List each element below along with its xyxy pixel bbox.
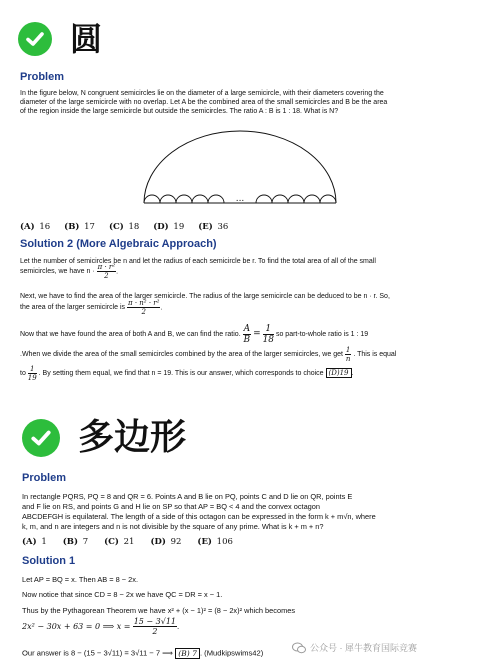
- figure-ellipsis: ...: [235, 194, 245, 204]
- solution-line: Let the number of semicircles be n and let the radius of each semicircle be r. To find the total area of all of the small: [20, 258, 376, 265]
- solution-line: the area of the larger semicircle is $\frac{\text{π · n² · r²}}{2}$ .: [20, 299, 163, 316]
- problem-line: diameter of the large semicircle with no overlap. Let A be the combined area of the small semicircles and B be the area: [20, 99, 388, 106]
- problem-heading: Problem: [20, 71, 65, 83]
- problem-line: In rectangle PQRS, PQ = 8 and QR = 6. Points A and B lie on PQ, points C and D lie on QR, points E: [22, 492, 353, 501]
- solution-line: Thus by the Pythagorean Theorem we have x² + (x − 1)² = (8 − 2x)² which becomes: [22, 606, 296, 615]
- problem-text: [22, 492, 477, 532]
- solution-line: Now that we have found the area of both A and B, we can find the ratio. $\frac{A}{B}$ = $\frac{1}{18}$ so part-to-whole ratio is 1 : 19: [20, 324, 369, 345]
- choice-d: (D) 19: [153, 222, 185, 232]
- solution-heading: Solution 2 (More Algebraic Approach): [20, 238, 217, 250]
- choice-c: (C) 18: [108, 222, 140, 232]
- check-circle-icon: [18, 22, 52, 56]
- solution-line: Our answer is 8 − (15 − 3√11) = 3√11 − 7 ⟹ (B) 7 . (Mudkipswims42): [22, 648, 264, 658]
- solution-line: Let AP = BQ = x. Then AB = 8 − 2x.: [22, 575, 139, 584]
- watermark: 公众号 · 犀牛教育国际竞赛: [292, 641, 417, 654]
- solution-line: 2x² − 30x + 63 = 0 ⟹ x = $\frac{15 - 3√11}{2}$ .: [22, 617, 180, 636]
- wechat-icon: [292, 642, 306, 654]
- answer-box: (D)19: [326, 368, 352, 378]
- solution-heading: Solution 1: [22, 555, 76, 567]
- answer-choices: [20, 222, 320, 232]
- check-circle-icon: [22, 419, 60, 457]
- choice-a: (A) 16: [20, 222, 51, 232]
- section-title-polygon: 多边形: [78, 417, 187, 458]
- solution-line: semicircles, we have n · $\frac{\text{π · r²}}{2}$ .: [20, 263, 119, 280]
- problem-line: In the figure below, N congruent semicircles lie on the diameter of a large semicircle, with their diameters covering the: [20, 90, 384, 97]
- choice-a: (A) 1: [22, 537, 47, 547]
- semicircle-figure: [140, 125, 340, 207]
- solution-line: .When we divide the area of the small semicircles combined by the area of the larger semicircles, we get $\frac{1}{n}$ . This is equal: [20, 346, 397, 363]
- problem-heading: Problem: [22, 472, 67, 484]
- answer-choices: [22, 537, 322, 547]
- solution-line: to $\frac{1}{19}$ . By setting them equal, we find that n = 19. This is our answer, which corresponds to choice (D)19 .: [20, 365, 354, 382]
- problem-line: k, m, and n are integers and n is not divisible by the square of any prime. What is k + m + n?: [22, 522, 324, 531]
- problem-line: ABCDEFGH is equilateral. The length of a side of this octagon can be expressed in the form k + m√n, where: [22, 512, 376, 521]
- solution-line: Next, we have to find the area of the larger semicircle. The radius of the large semicircle can be deduced to be n · r. So,: [20, 293, 390, 300]
- problem-line: and F lie on RS, and points G and H lie on SP so that AP = BQ < 4 and the convex octagon: [22, 502, 321, 511]
- choice-b: (B) 17: [64, 222, 95, 232]
- answer-box: (B) 7: [175, 648, 200, 659]
- problem-text: [20, 89, 472, 116]
- choice-b: (B) 7: [62, 537, 89, 547]
- section-title-circle: 圆: [70, 20, 103, 58]
- problem-line: of the region inside the large semicircle but outside the semicircles. The ratio A : B is 1 : 18. What is N?: [20, 108, 339, 115]
- choice-e: (E) 36: [198, 222, 229, 232]
- choice-d: (D) 92: [150, 537, 182, 547]
- choice-c: (C) 21: [104, 537, 135, 547]
- choice-e: (E) 106: [197, 537, 233, 547]
- solution-line: Now notice that since CD = 8 − 2x we have QC = DR = x − 1.: [22, 590, 223, 599]
